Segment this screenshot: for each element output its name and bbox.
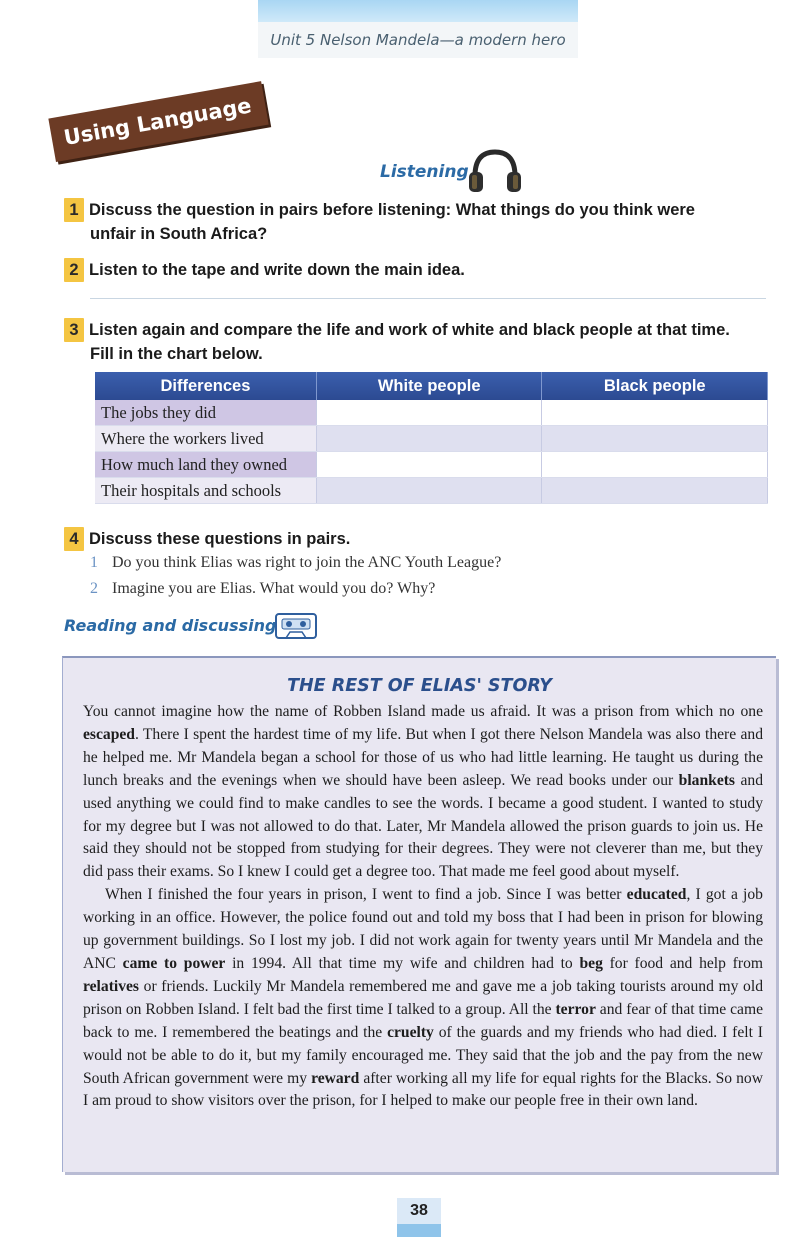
- chart-row-label: Their hospitals and schools: [95, 478, 316, 504]
- vocab-word: cruelty: [387, 1023, 434, 1041]
- question-4: [64, 527, 350, 551]
- chart-row-label: The jobs they did: [95, 400, 316, 426]
- vocab-word: relatives: [83, 977, 140, 995]
- page-number-tab: [397, 1224, 441, 1237]
- story-paragraph-1: [83, 701, 763, 884]
- question-number: 2: [64, 258, 84, 282]
- vocab-word: came to power: [122, 954, 226, 972]
- question-text: Discuss the question in pairs before listening: What things do you think were: [89, 201, 695, 219]
- story-box: [62, 656, 776, 1172]
- sub-question-number: 1: [90, 554, 98, 571]
- story-text: for food and help from: [602, 954, 763, 972]
- reading-label: Reading and discussing: [64, 616, 277, 635]
- chart-cell-white[interactable]: [316, 478, 542, 504]
- question-2: [64, 258, 465, 282]
- unit-title: Unit 5 Nelson Mandela—a modern hero: [258, 22, 578, 58]
- vocab-word: blankets: [678, 771, 736, 789]
- comparison-chart: [95, 372, 768, 504]
- chart-header-black-people: Black people: [542, 372, 768, 400]
- chart-row-label: How much land they owned: [95, 452, 316, 478]
- story-text: , I got a job working in an office. However, the police found out and told my boss that I had been in prison for blowing up government buildings. So I lost my job. I did not work again for twenty years until Mr Mandela and the ANC: [83, 886, 763, 972]
- chart-cell-black[interactable]: [542, 478, 768, 504]
- chart-row: [95, 452, 768, 478]
- chart-row-label: Where the workers lived: [95, 426, 316, 452]
- story-text: and fear of that time came back to me. I remembered the beatings and the: [83, 1000, 764, 1041]
- vocab-word: terror: [555, 1000, 596, 1018]
- sub-question-text: Do you think Elias was right to join the ANC Youth League?: [112, 554, 502, 571]
- question-text-cont: Fill in the chart below.: [90, 345, 263, 363]
- story-title: THE REST OF ELIAS' STORY: [287, 676, 552, 696]
- chart-cell-white[interactable]: [316, 452, 542, 478]
- story-body: [83, 701, 763, 1113]
- chart-header-differences: Differences: [95, 372, 316, 400]
- sub-question-2: [90, 580, 435, 598]
- sub-question-number: 2: [90, 580, 98, 597]
- divider: [90, 298, 766, 299]
- chart-cell-black[interactable]: [542, 452, 768, 478]
- chart-row: [95, 426, 768, 452]
- story-text: in 1994. All that time my wife and children had to: [225, 954, 580, 972]
- story-text: after working all my life for equal rights for the Blacks. So now I am proud to show visitors over the prison, for I helped to make our people free in their own land.: [83, 1069, 763, 1110]
- chart-header-white-people: White people: [316, 372, 542, 400]
- chart-row: [95, 478, 768, 504]
- question-number: 3: [64, 318, 84, 342]
- story-text: and used anything we could find to make candles to see the words. I became a good student. I wanted to study for my degree but I was not allowed to do that. Later, Mr Mandela allowed the prison guards to join us. He said they should not be stopped from studying for their degrees. They were not cleverer than me, but they did pass their exams. So I knew I could get a degree too. That made me feel good about myself.: [83, 771, 764, 881]
- chart-cell-white[interactable]: [316, 400, 542, 426]
- question-text-cont: unfair in South Africa?: [90, 225, 268, 243]
- cassette-tape-icon: [274, 612, 318, 640]
- question-number: 1: [64, 198, 84, 222]
- page-number: 38: [397, 1198, 441, 1224]
- story-text: or friends. Luckily Mr Mandela remembered me and gave me a job taking tourists around my old prison on Robben Island. I felt bad the first time I talked to a group. All the: [83, 977, 763, 1018]
- story-text: . There I spent the hardest time of my life. But when I got there Nelson Mandela was also there and he helped me. Mr Mandela began a school for those of us who had little learning. He taught us during the lunch breaks and the evenings when we should have been asleep. We read books under our: [83, 725, 763, 789]
- chart-cell-black[interactable]: [542, 426, 768, 452]
- sub-question-1: [90, 554, 501, 572]
- question-text: Listen to the tape and write down the main idea.: [89, 261, 465, 279]
- story-text: of the guards and my friends who had died. I felt I would not be able to do it, but my family encouraged me. They said that the job and the pay from the new South African government were my: [83, 1023, 763, 1087]
- header-decoration: [258, 0, 578, 22]
- listening-label: Listening: [380, 162, 469, 182]
- sub-question-text: Imagine you are Elias. What would you do? Why?: [112, 580, 436, 597]
- section-badge: Using Language: [48, 81, 268, 162]
- question-3: [64, 318, 779, 366]
- vocab-word: beg: [579, 954, 603, 972]
- chart-cell-black[interactable]: [542, 400, 768, 426]
- story-text: When I finished the four years in prison, I went to find a job. Since I was better: [105, 886, 627, 904]
- question-1: [64, 198, 779, 246]
- question-number: 4: [64, 527, 84, 551]
- vocab-word: educated: [626, 886, 687, 904]
- vocab-word: reward: [311, 1069, 360, 1087]
- question-text: Discuss these questions in pairs.: [89, 530, 351, 548]
- headphones-icon: [465, 146, 525, 194]
- vocab-word: escaped: [83, 725, 135, 743]
- question-text: Listen again and compare the life and work of white and black people at that time.: [89, 321, 730, 339]
- chart-row: [95, 400, 768, 426]
- story-paragraph-2: [83, 884, 763, 1113]
- story-text: You cannot imagine how the name of Robben Island made us afraid. It was a prison from which no one: [83, 703, 763, 720]
- chart-cell-white[interactable]: [316, 426, 542, 452]
